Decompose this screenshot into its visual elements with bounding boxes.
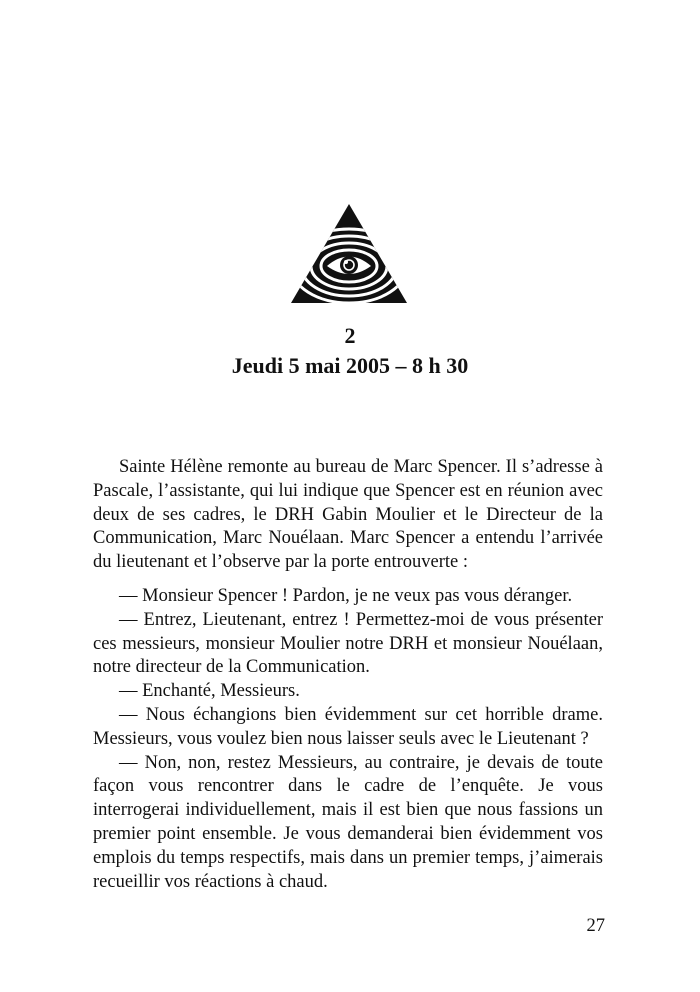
paragraph: — Monsieur Spencer ! Pardon, je ne veux pas vous déranger. bbox=[119, 585, 573, 606]
all-seeing-eye-triangle-icon bbox=[288, 200, 410, 306]
chapter-heading: Jeudi 5 mai 2005 – 8 h 30 bbox=[231, 353, 469, 378]
paragraph: — Entrez, Lieutenant, entrez ! Permettez-moi de vous présenter ces messieurs, monsieur Moulier notre DRH et monsieur Nouélaan, notre directeur de la Communication. bbox=[93, 609, 603, 678]
paragraph: — Enchanté, Messieurs. bbox=[119, 681, 300, 702]
page-number: 27 bbox=[586, 916, 605, 936]
body-text bbox=[93, 456, 603, 894]
chapter-number: 2 bbox=[344, 323, 356, 348]
paragraph: — Nous échangions bien évidemment sur cet horrible drame. Messieurs, vous voulez bien nous laisser seuls avec le Lieutenant ? bbox=[93, 704, 603, 749]
paragraph: Sainte Hélène remonte au bureau de Marc Spencer. Il s’adresse à Pascale, l’assistante, qui lui indique que Spencer est en réunion avec deux de ses cadres, le DRH Gabin Moulier et le Directeur de la Communication, Marc Nouélaan. Marc Spencer a entendu l’arrivée du lieutenant et l’observe par la porte entrouverte : bbox=[93, 457, 603, 573]
paragraph: — Non, non, restez Messieurs, au contraire, je devais de toute façon vous rencontrer dans le cadre de l’enquête. Je vous interrogerai individuellement, mais il est bien que nous fassions un premier point ensemble. Je vous demanderai bien évidemment vos emplois du temps respectifs, mais dans un premier temps, j’aimerais recueillir vos réactions à chaud. bbox=[93, 752, 603, 892]
